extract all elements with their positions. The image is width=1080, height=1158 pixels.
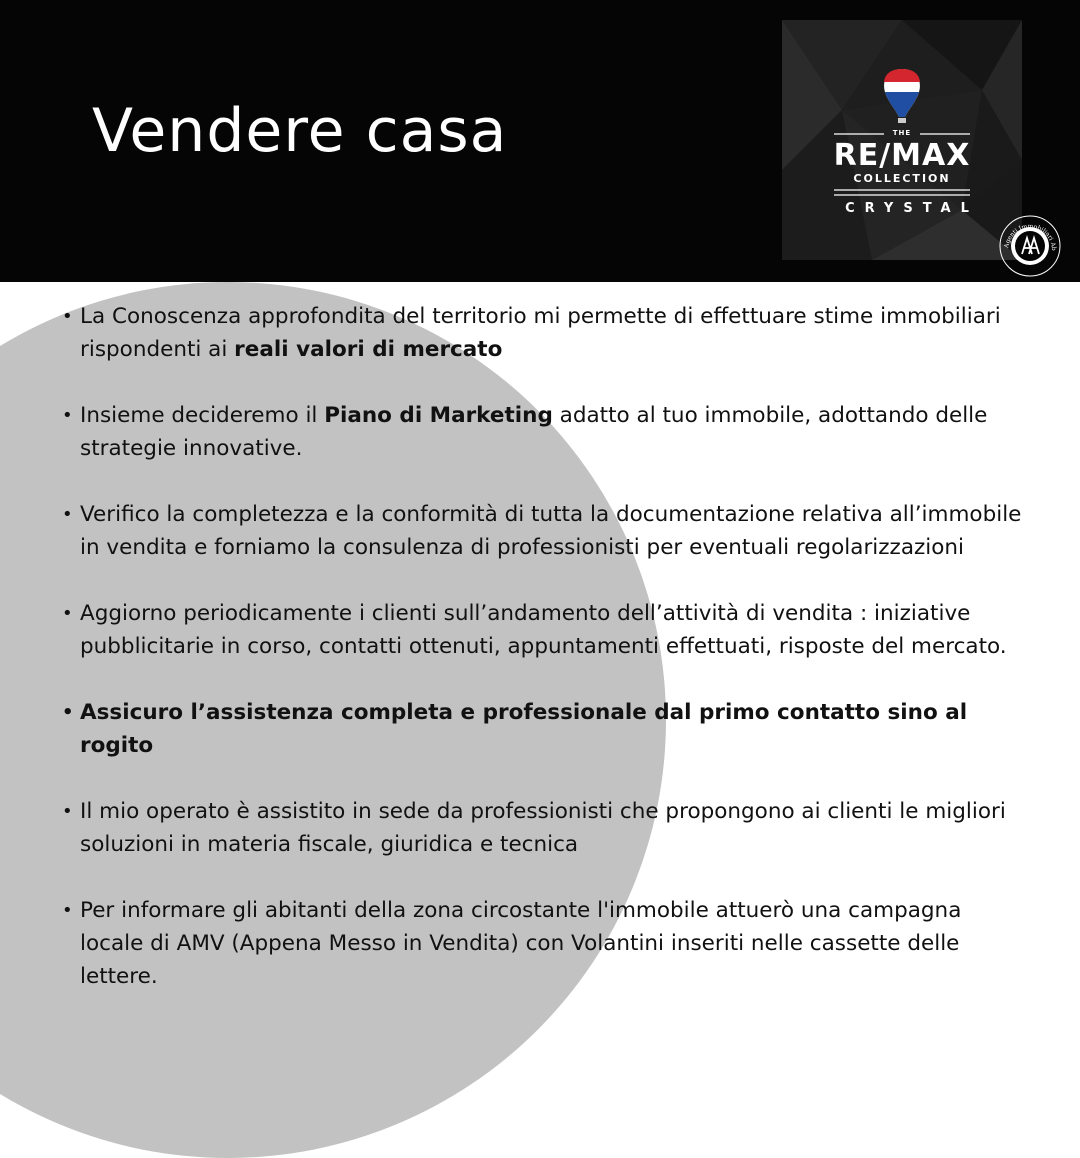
list-item: • Insieme decideremo il Piano di Marketing adatto al tuo immobile, adottando delle strategie innovative. — [62, 399, 1022, 465]
logo-brand-text: RE/MAX — [833, 138, 971, 173]
list-item: • Aggiorno periodicamente i clienti sull’andamento dell’attività di vendita : iniziative pubblicitarie in corso, contatti ottenuti, appuntamenti effettuati, risposte del mercato. — [62, 597, 1022, 663]
logo-collection-text: COLLECTION — [853, 172, 951, 185]
list-item: • Assicuro l’assistenza completa e professionale dal primo contatto sino al rogito — [62, 696, 1022, 762]
seal-text: Agenti Immobiliari Ab — [1003, 222, 1058, 251]
header-banner — [0, 0, 1080, 282]
list-item: • Verifico la completezza e la conformità di tutta la documentazione relativa all’immobile in vendita e forniamo la consulenza di professionisti per eventuali regolarizzazioni — [62, 498, 1022, 564]
list-item: • La Conoscenza approfondita del territorio mi permette di effettuare stime immobiliari rispondenti ai reali valori di mercato — [62, 300, 1022, 366]
remax-collection-logo — [782, 20, 1022, 260]
list-item: • Per informare gli abitanti della zona circostante l'immobile attuerò una campagna locale di AMV (Appena Messo in Vendita) con Volantini inseriti nelle cassette delle lettere. — [62, 894, 1022, 993]
list-item: • Il mio operato è assistito in sede da professionisti che propongono ai clienti le migliori soluzioni in materia fiscale, giuridica e tecnica — [62, 795, 1022, 861]
services-list — [62, 300, 1022, 1026]
logo-the-text: THE — [892, 129, 912, 137]
logo-crystal-text: CRYSTAL — [845, 201, 979, 216]
page-title: Vendere casa — [92, 96, 508, 166]
agent-seal-icon — [998, 214, 1062, 278]
